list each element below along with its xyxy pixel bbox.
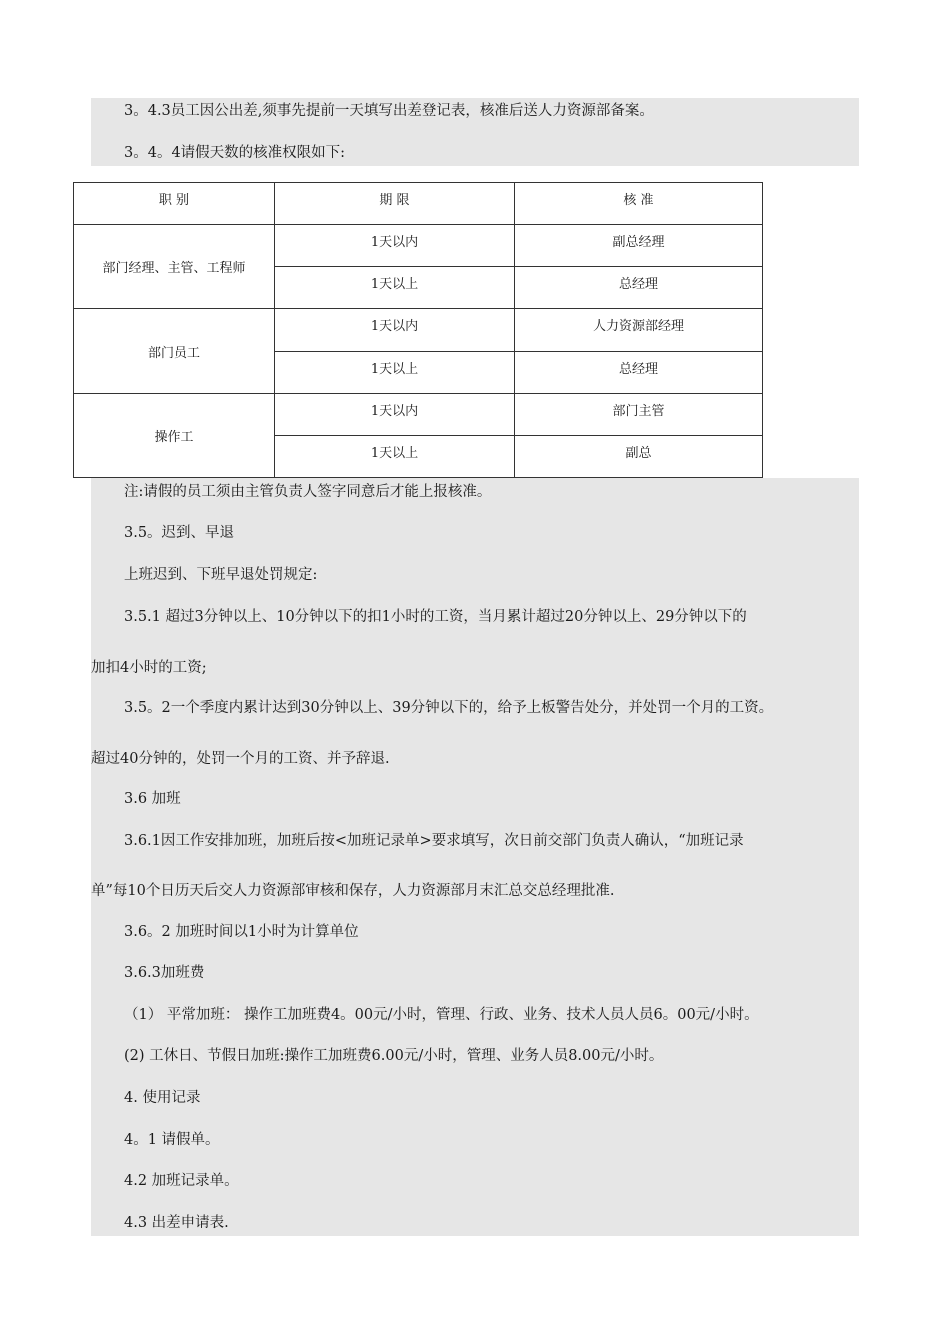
paragraph: 3。4.3员工因公出差,须事先提前一天填写出差登记表，核准后送人力资源部备案。 xyxy=(124,103,654,119)
table-header-period: 期 限 xyxy=(275,183,515,225)
paragraph: 3.5。2一个季度内累计达到30分钟以上、39分钟以下的，给予上板警告处分，并处罚一个月的工资。 xyxy=(124,700,774,716)
paragraph: （1） 平常加班： 操作工加班费4。00元/小时，管理、行政、业务、技术人员人员6。00元/小时。 xyxy=(124,1007,759,1023)
paragraph: 上班迟到、下班早退处罚规定: xyxy=(124,567,318,583)
section-heading: 3.5。迟到、早退 xyxy=(124,525,235,541)
table-cell-period: 1天以内 xyxy=(275,393,515,435)
section-heading: 3.6 加班 xyxy=(124,791,181,807)
table-cell-role: 部门员工 xyxy=(74,309,275,393)
table-cell-approver: 部门主管 xyxy=(515,393,763,435)
leave-approval-table xyxy=(73,182,763,478)
paragraph: 单”每10个日历天后交人力资源部审核和保存，人力资源部月末汇总交总经理批准. xyxy=(91,883,615,899)
table-cell-period: 1天以上 xyxy=(275,435,515,477)
paragraph: 3.6.1因工作安排加班，加班后按<加班记录单>要求填写，次日前交部门负责人确认，“加班记录 xyxy=(124,833,744,849)
table-cell-period: 1天以上 xyxy=(275,351,515,393)
paragraph: 超过40分钟的，处罚一个月的工资、并予辞退. xyxy=(91,751,390,767)
table-cell-role: 操作工 xyxy=(74,393,275,477)
table-cell-approver: 副总 xyxy=(515,435,763,477)
table-cell-approver: 总经理 xyxy=(515,351,763,393)
table-row xyxy=(74,393,763,435)
table-header-role: 职 别 xyxy=(74,183,275,225)
table-cell-approver: 副总经理 xyxy=(515,225,763,267)
paragraph: 3。4。4请假天数的核准权限如下: xyxy=(124,145,346,161)
shade-bottom xyxy=(91,478,859,1236)
table-cell-approver: 人力资源部经理 xyxy=(515,309,763,351)
table-cell-role: 部门经理、主管、工程师 xyxy=(74,225,275,309)
table-note: 注:请假的员工须由主管负责人签字同意后才能上报核准。 xyxy=(124,484,492,500)
table-row xyxy=(74,225,763,267)
list-item: 4。1 请假单。 xyxy=(124,1132,220,1148)
table-cell-approver: 总经理 xyxy=(515,267,763,309)
list-item: 4.3 出差申请表. xyxy=(124,1215,229,1231)
paragraph: 3.6.3加班费 xyxy=(124,965,205,981)
table-row xyxy=(74,309,763,351)
list-item: 4.2 加班记录单。 xyxy=(124,1173,239,1189)
table-cell-period: 1天以内 xyxy=(275,309,515,351)
table-header-approver: 核 准 xyxy=(515,183,763,225)
paragraph: 加扣4小时的工资; xyxy=(91,660,207,676)
paragraph: 3.6。2 加班时间以1小时为计算单位 xyxy=(124,924,359,940)
paragraph: 3.5.1 超过3分钟以上、10分钟以下的扣1小时的工资，当月累计超过20分钟以上、29分钟以下的 xyxy=(124,609,747,625)
table-cell-period: 1天以内 xyxy=(275,225,515,267)
table-header-row xyxy=(74,183,763,225)
paragraph: (2) 工休日、节假日加班:操作工加班费6.00元/小时，管理、业务人员8.00元/小时。 xyxy=(124,1048,664,1064)
section-heading: 4. 使用记录 xyxy=(124,1090,201,1106)
table-cell-period: 1天以上 xyxy=(275,267,515,309)
